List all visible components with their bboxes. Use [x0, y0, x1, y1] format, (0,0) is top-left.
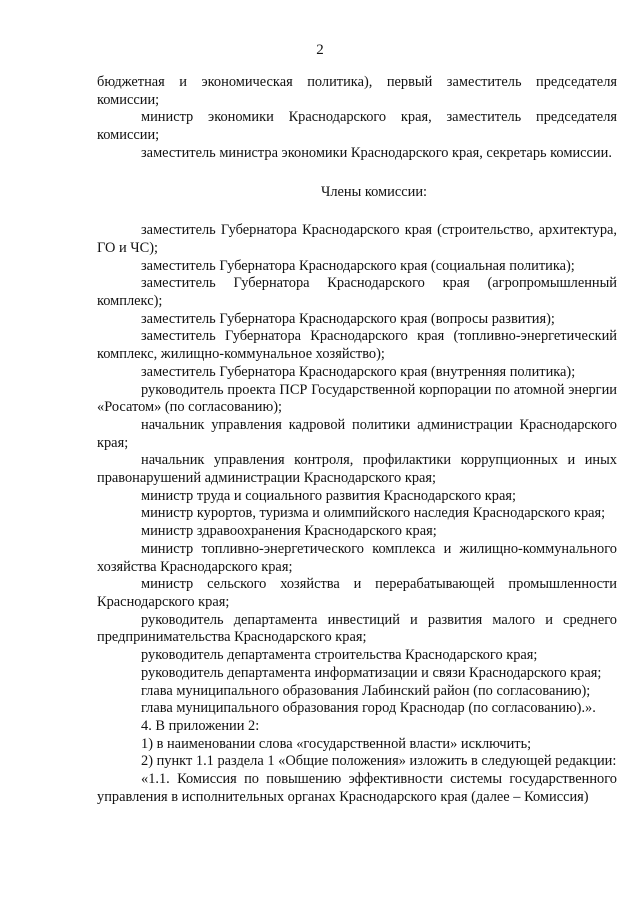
member-item: глава муниципального образования город Краснодар (по согласованию).». — [141, 700, 596, 717]
paragraph: «1.1. Комиссия по повышению эффективности системы государственного управления в исполнительных органах Краснодарского края (далее – Комиссия) — [97, 771, 617, 805]
member-item: министр курортов, туризма и олимпийского наследия Краснодарского края; — [141, 505, 606, 522]
member-item: министр топливно-энергетического комплекса и жилищно-коммунального хозяйства Краснодарского края; — [97, 540, 617, 575]
member-item: руководитель департамента инвестиций и развития малого и среднего предпринимательства Краснодарского края; — [97, 611, 617, 646]
paragraph: министр экономики Краснодарского края, заместитель председателя комиссии; — [97, 109, 617, 144]
member-item: министр сельского хозяйства и перерабатывающей промышленности Краснодарского края; — [97, 576, 617, 610]
member-item: министр труда и социального развития Краснодарского края; — [141, 487, 516, 504]
paragraph: 2) пункт 1.1 раздела 1 «Общие положения» изложить в следующей редакции: — [141, 753, 617, 770]
member-item: заместитель Губернатора Краснодарского края (строительство, архитектура, ГО и ЧС); — [97, 222, 617, 256]
document-body — [97, 74, 617, 806]
member-item: руководитель департамента строительства Краснодарского края; — [141, 647, 538, 664]
paragraph: 1) в наименовании слова «государственной власти» исключить; — [141, 735, 532, 752]
paragraph: заместитель министра экономики Краснодарского края, секретарь комиссии. — [141, 144, 612, 161]
member-item: заместитель Губернатора Краснодарского края (агропромышленный комплекс); — [97, 275, 617, 310]
section-heading: Члены комиссии: — [320, 183, 428, 200]
member-item: министр здравоохранения Краснодарского края; — [141, 523, 437, 540]
member-item: руководитель департамента информатизации и связи Краснодарского края; — [141, 664, 602, 681]
member-item: заместитель Губернатора Краснодарского края (социальная политика); — [141, 257, 575, 274]
page-number: 2 — [316, 42, 324, 58]
member-item: заместитель Губернатора Краснодарского края (внутренняя политика); — [141, 363, 576, 380]
member-item: заместитель Губернатора Краснодарского края (вопросы развития); — [141, 310, 555, 327]
member-item: начальник управления кадровой политики администрации Краснодарского края; — [97, 416, 617, 451]
member-item: начальник управления контроля, профилактики коррупционных и иных правонарушений администрации Краснодарского края; — [97, 452, 617, 487]
member-item: руководитель проекта ПСР Государственной корпорации по атомной энергии «Росатом» (по согласованию); — [97, 381, 617, 416]
paragraph: бюджетная и экономическая политика), первый заместитель председателя комиссии; — [97, 74, 617, 108]
paragraph: 4. В приложении 2: — [141, 717, 260, 734]
member-item: заместитель Губернатора Краснодарского края (топливно-энергетический комплекс, жилищно-коммунальное хозяйство); — [97, 328, 617, 363]
member-item: глава муниципального образования Лабинский район (по согласованию); — [141, 682, 591, 699]
